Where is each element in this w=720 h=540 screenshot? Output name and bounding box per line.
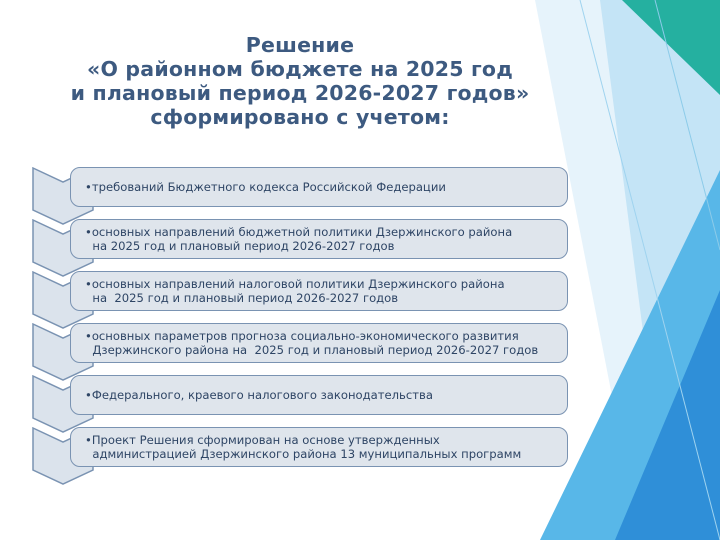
list-item [70,271,568,311]
list-item-text: •Проект Решения сформирован на основе утвержденных администрацией Дзержинского района 13 муниципальных программ [85,433,522,461]
list-item [70,323,568,363]
list-item [70,375,568,415]
list-item-text: •Федерального, краевого налогового законодательства [85,388,433,402]
list-item [70,167,568,207]
list-item-text: •требований Бюджетного кодекса Российской Федерации [85,180,446,194]
list-item [70,219,568,259]
title-line: Решение [245,33,355,57]
list-item-text: •основных направлений налоговой политики Дзержинского района на 2025 год и плановый период 2026-2027 годов [85,277,505,305]
slide-title [0,33,600,129]
title-line: и плановый период 2026-2027 годов» [70,81,530,105]
list-item-text: •основных параметров прогноза социально-экономического развития Дзержинского района на 2025 год и плановый период 2026-2027 годов [85,329,539,357]
title-line: «О районном бюджете на 2025 год [87,57,513,81]
list-item [70,427,568,467]
title-line: сформировано с учетом: [150,105,450,129]
list-item-text: •основных направлений бюджетной политики Дзержинского района на 2025 год и плановый период 2026-2027 годов [85,225,513,253]
